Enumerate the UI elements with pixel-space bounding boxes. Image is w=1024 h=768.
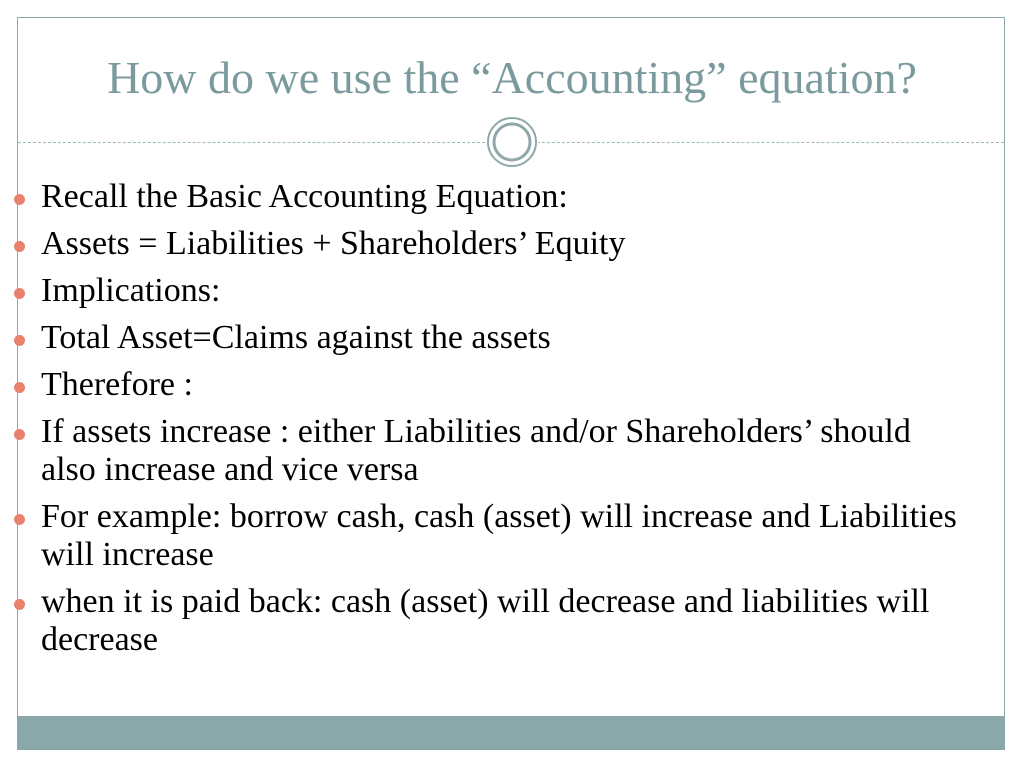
bullet-text: Total Asset=Claims against the assets — [41, 319, 551, 356]
bullet-item — [14, 225, 974, 263]
bullet-list — [14, 178, 974, 668]
bullet-text: Recall the Basic Accounting Equation: — [41, 178, 568, 215]
bullet-text: when it is paid back: cash (asset) will decrease and liabilities will decrease — [41, 583, 930, 658]
bullet-item — [14, 413, 974, 489]
bullet-dot-icon — [14, 514, 25, 525]
bullet-dot-icon — [14, 382, 25, 393]
bullet-item — [14, 498, 974, 574]
bullet-dot-icon — [14, 194, 25, 205]
bullet-item — [14, 178, 974, 216]
bullet-item — [14, 583, 974, 659]
footer-bar — [17, 716, 1005, 750]
bullet-text: For example: borrow cash, cash (asset) will increase and Liabilities will increase — [41, 498, 957, 573]
bullet-text: Assets = Liabilities + Shareholders’ Equity — [41, 225, 626, 262]
bullet-text: Therefore : — [41, 366, 193, 403]
bullet-item — [14, 366, 974, 404]
bullet-text: Implications: — [41, 272, 221, 309]
bullet-text: If assets increase : either Liabilities and/or Shareholders’ should also increase and vice versa — [41, 413, 911, 488]
slide-title: How do we use the “Accounting” equation? — [107, 52, 917, 103]
bullet-dot-icon — [14, 429, 25, 440]
bullet-item — [14, 272, 974, 310]
bullet-dot-icon — [14, 288, 25, 299]
circle-ornament-icon — [486, 116, 538, 168]
bullet-dot-icon — [14, 241, 25, 252]
bullet-item — [14, 319, 974, 357]
bullet-dot-icon — [14, 335, 25, 346]
bullet-dot-icon — [14, 599, 25, 610]
